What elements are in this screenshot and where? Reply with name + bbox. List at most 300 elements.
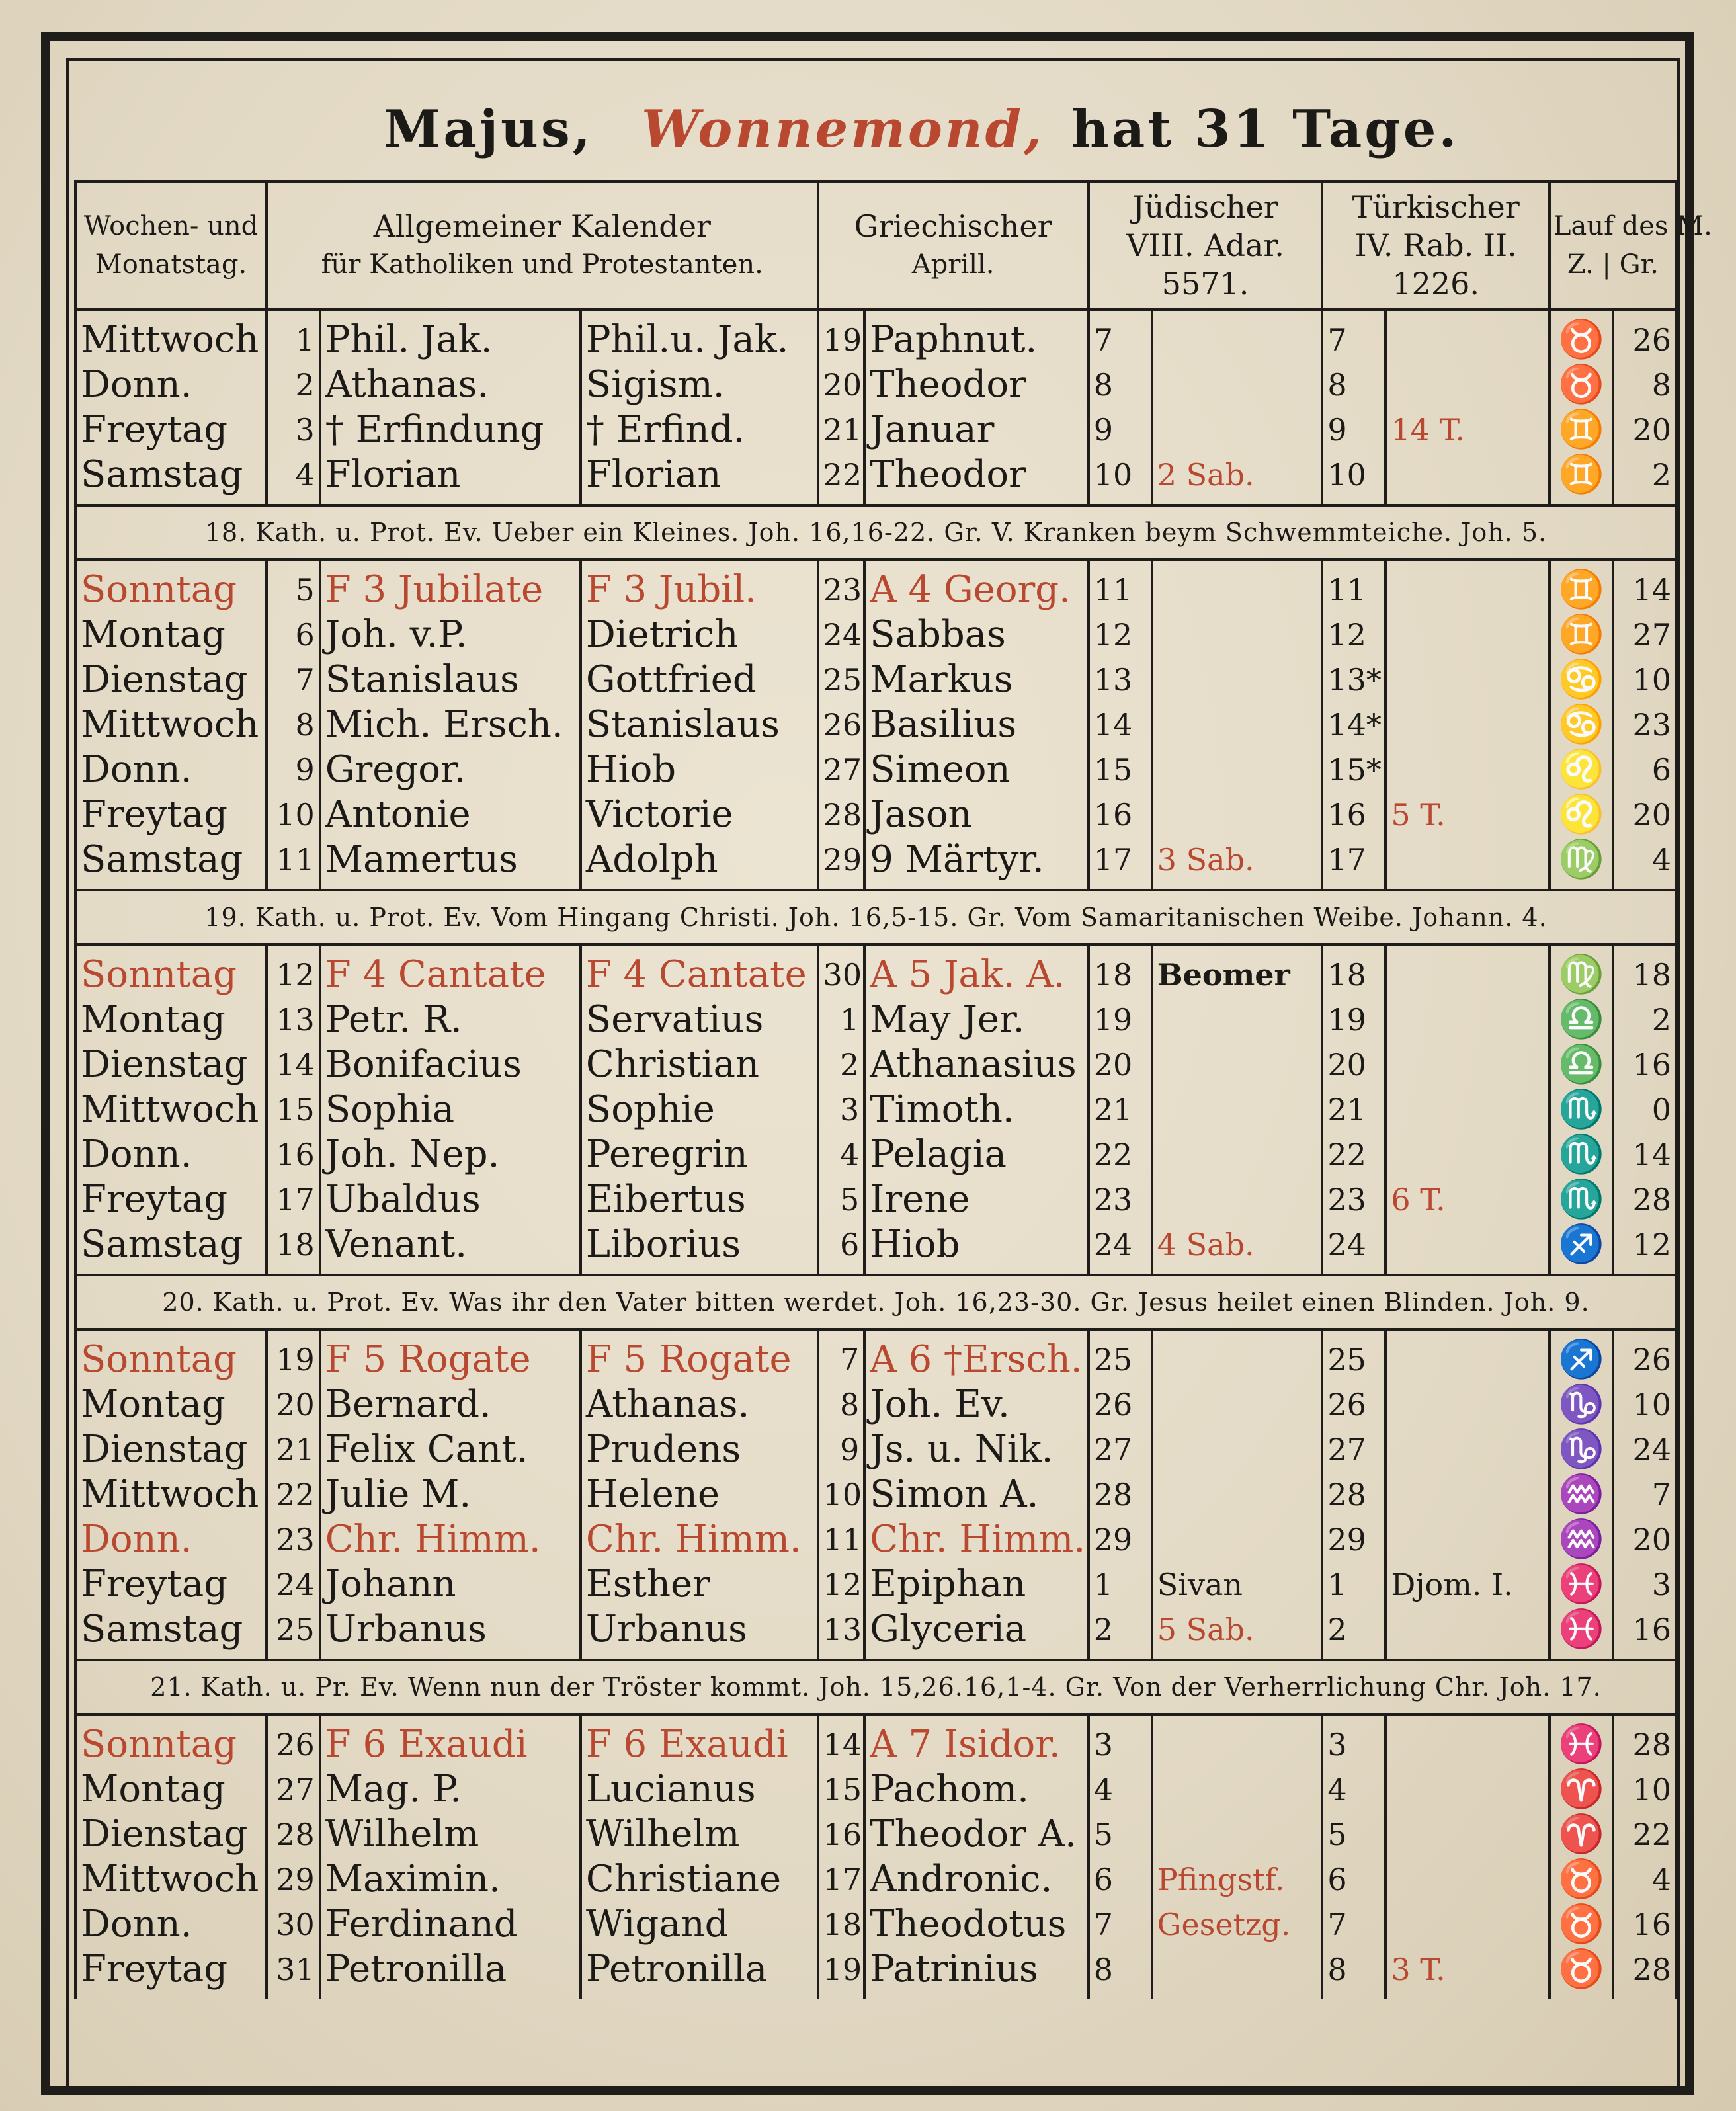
degree-cell: 10 bbox=[1613, 1382, 1676, 1427]
degree-cell: 28 bbox=[1613, 1177, 1676, 1222]
greek-day-cell: 6 bbox=[818, 1222, 865, 1275]
header-weekday: Wochen- und Monatstag. bbox=[75, 181, 267, 310]
weekday-cell: Donn. bbox=[75, 1132, 267, 1177]
header-greek bbox=[818, 181, 1089, 310]
weekday-cell: Samstag bbox=[75, 837, 267, 890]
zodiac-cell: ♉ bbox=[1550, 1947, 1613, 1999]
day-row bbox=[75, 310, 1676, 362]
jewish-day-cell: 20 bbox=[1089, 1042, 1152, 1087]
greek-day-cell: 29 bbox=[818, 837, 865, 890]
degree-cell: 28 bbox=[1613, 1714, 1676, 1767]
greek-saint-cell: Andronic. bbox=[864, 1857, 1089, 1902]
greek-day-cell: 19 bbox=[818, 310, 865, 362]
turkish-day-cell: 16 bbox=[1322, 792, 1385, 837]
degree-cell: 16 bbox=[1613, 1607, 1676, 1660]
weekday-cell: Freytag bbox=[75, 407, 267, 452]
turkish-day-cell: 7 bbox=[1322, 1902, 1385, 1947]
greek-saint-cell: May Jer. bbox=[864, 997, 1089, 1042]
day-number-cell: 28 bbox=[267, 1812, 320, 1857]
catholic-saint-cell: Bonifacius bbox=[320, 1042, 581, 1087]
day-row bbox=[75, 1767, 1676, 1812]
turkish-day-cell: 5 bbox=[1322, 1812, 1385, 1857]
degree-cell: 10 bbox=[1613, 1767, 1676, 1812]
degree-cell: 28 bbox=[1613, 1947, 1676, 1999]
catholic-saint-cell: F 6 Exaudi bbox=[320, 1714, 581, 1767]
jewish-day-cell: 5 bbox=[1089, 1812, 1152, 1857]
catholic-saint-cell: Stanislaus bbox=[320, 657, 581, 702]
zodiac-cell: ♑ bbox=[1550, 1427, 1613, 1472]
greek-day-cell: 27 bbox=[818, 747, 865, 792]
gospel-row bbox=[75, 505, 1676, 559]
greek-saint-cell: Jason bbox=[864, 792, 1089, 837]
header-row bbox=[75, 181, 1676, 310]
turkish-day-cell: 11 bbox=[1322, 559, 1385, 612]
greek-saint-cell: Pachom. bbox=[864, 1767, 1089, 1812]
jewish-note-cell bbox=[1152, 792, 1323, 837]
turkish-day-cell: 14* bbox=[1322, 702, 1385, 747]
jewish-note-cell bbox=[1152, 1767, 1323, 1812]
greek-saint-cell: Theodor A. bbox=[864, 1812, 1089, 1857]
degree-cell: 26 bbox=[1613, 310, 1676, 362]
greek-day-cell: 24 bbox=[818, 612, 865, 657]
greek-day-cell: 12 bbox=[818, 1562, 865, 1607]
greek-day-cell: 21 bbox=[818, 407, 865, 452]
jewish-note-cell bbox=[1152, 997, 1323, 1042]
turkish-day-cell: 9 bbox=[1322, 407, 1385, 452]
turkish-note-cell: 5 T. bbox=[1385, 792, 1550, 837]
jewish-note-cell bbox=[1152, 657, 1323, 702]
day-row bbox=[75, 1427, 1676, 1472]
header-jewish-title: Jüdischer bbox=[1132, 189, 1278, 225]
catholic-saint-cell: F 4 Cantate bbox=[320, 944, 581, 997]
gospel-row bbox=[75, 1275, 1676, 1329]
day-number-cell: 3 bbox=[267, 407, 320, 452]
turkish-note-cell bbox=[1385, 1714, 1550, 1767]
header-turkish-title: Türkischer bbox=[1352, 189, 1520, 225]
jewish-note-cell bbox=[1152, 1132, 1323, 1177]
turkish-day-cell: 17 bbox=[1322, 837, 1385, 890]
day-number-cell: 17 bbox=[267, 1177, 320, 1222]
day-row bbox=[75, 1329, 1676, 1382]
turkish-day-cell: 15* bbox=[1322, 747, 1385, 792]
jewish-note-cell: Gesetzg. bbox=[1152, 1902, 1323, 1947]
weekday-cell: Dienstag bbox=[75, 1427, 267, 1472]
greek-day-cell: 3 bbox=[818, 1087, 865, 1132]
greek-day-cell: 28 bbox=[818, 792, 865, 837]
protestant-saint-cell: Helene bbox=[581, 1472, 818, 1517]
protestant-saint-cell: Sophie bbox=[581, 1087, 818, 1132]
jewish-day-cell: 16 bbox=[1089, 792, 1152, 837]
catholic-saint-cell: Ubaldus bbox=[320, 1177, 581, 1222]
jewish-day-cell: 25 bbox=[1089, 1329, 1152, 1382]
degree-cell: 8 bbox=[1613, 362, 1676, 407]
turkish-day-cell: 7 bbox=[1322, 310, 1385, 362]
zodiac-cell: ♏ bbox=[1550, 1132, 1613, 1177]
weekday-cell: Freytag bbox=[75, 1947, 267, 1999]
jewish-day-cell: 2 bbox=[1089, 1607, 1152, 1660]
turkish-day-cell: 27 bbox=[1322, 1427, 1385, 1472]
day-number-cell: 18 bbox=[267, 1222, 320, 1275]
greek-saint-cell: A 7 Isidor. bbox=[864, 1714, 1089, 1767]
day-number-cell: 27 bbox=[267, 1767, 320, 1812]
turkish-note-cell bbox=[1385, 1222, 1550, 1275]
protestant-saint-cell: F 6 Exaudi bbox=[581, 1714, 818, 1767]
catholic-saint-cell: Ferdinand bbox=[320, 1902, 581, 1947]
zodiac-cell: ♌ bbox=[1550, 747, 1613, 792]
catholic-saint-cell: Petronilla bbox=[320, 1947, 581, 1999]
day-number-cell: 13 bbox=[267, 997, 320, 1042]
jewish-day-cell: 8 bbox=[1089, 1947, 1152, 1999]
zodiac-cell: ♌ bbox=[1550, 792, 1613, 837]
turkish-note-cell bbox=[1385, 1517, 1550, 1562]
greek-saint-cell: A 4 Georg. bbox=[864, 559, 1089, 612]
turkish-note-cell bbox=[1385, 612, 1550, 657]
catholic-saint-cell: Athanas. bbox=[320, 362, 581, 407]
jewish-day-cell: 4 bbox=[1089, 1767, 1152, 1812]
turkish-day-cell: 24 bbox=[1322, 1222, 1385, 1275]
header-moon: Lauf des M. Z. | Gr. bbox=[1550, 181, 1676, 310]
catholic-saint-cell: Johann bbox=[320, 1562, 581, 1607]
day-row bbox=[75, 1562, 1676, 1607]
catholic-saint-cell: F 5 Rogate bbox=[320, 1329, 581, 1382]
zodiac-cell: ♓ bbox=[1550, 1562, 1613, 1607]
jewish-day-cell: 7 bbox=[1089, 1902, 1152, 1947]
catholic-saint-cell: Julie M. bbox=[320, 1472, 581, 1517]
header-jewish bbox=[1089, 181, 1323, 310]
title-month-name: Wonnemond, bbox=[641, 99, 1045, 159]
protestant-saint-cell: Christiane bbox=[581, 1857, 818, 1902]
zodiac-cell: ♒ bbox=[1550, 1472, 1613, 1517]
jewish-note-cell bbox=[1152, 559, 1323, 612]
greek-saint-cell: Epiphan bbox=[864, 1562, 1089, 1607]
degree-cell: 7 bbox=[1613, 1472, 1676, 1517]
protestant-saint-cell: Eibertus bbox=[581, 1177, 818, 1222]
turkish-note-cell bbox=[1385, 1607, 1550, 1660]
greek-saint-cell: Paphnut. bbox=[864, 310, 1089, 362]
day-number-cell: 26 bbox=[267, 1714, 320, 1767]
weekday-cell: Donn. bbox=[75, 362, 267, 407]
zodiac-cell: ♊ bbox=[1550, 452, 1613, 505]
jewish-day-cell: 7 bbox=[1089, 310, 1152, 362]
greek-saint-cell: Theodotus bbox=[864, 1902, 1089, 1947]
gospel-text: 20. Kath. u. Prot. Ev. Was ihr den Vater bitten werdet. Joh. 16,23-30. Gr. Jesus heilet einen Blinden. Joh. 9. bbox=[75, 1275, 1676, 1329]
greek-day-cell: 26 bbox=[818, 702, 865, 747]
greek-saint-cell: Glyceria bbox=[864, 1607, 1089, 1660]
jewish-day-cell: 21 bbox=[1089, 1087, 1152, 1132]
jewish-day-cell: 28 bbox=[1089, 1472, 1152, 1517]
day-number-cell: 5 bbox=[267, 559, 320, 612]
weekday-cell: Montag bbox=[75, 1767, 267, 1812]
header-moon-gr: Gr. bbox=[1619, 249, 1659, 280]
gospel-text: 19. Kath. u. Prot. Ev. Vom Hingang Christi. Joh. 16,5-15. Gr. Vom Samaritanischen Weibe. Johann. 4. bbox=[75, 890, 1676, 944]
catholic-saint-cell: Chr. Himm. bbox=[320, 1517, 581, 1562]
degree-cell: 22 bbox=[1613, 1812, 1676, 1857]
zodiac-cell: ♊ bbox=[1550, 407, 1613, 452]
greek-saint-cell: Irene bbox=[864, 1177, 1089, 1222]
turkish-day-cell: 28 bbox=[1322, 1472, 1385, 1517]
turkish-note-cell bbox=[1385, 1812, 1550, 1857]
catholic-saint-cell: Antonie bbox=[320, 792, 581, 837]
jewish-day-cell: 12 bbox=[1089, 612, 1152, 657]
day-number-cell: 7 bbox=[267, 657, 320, 702]
day-row bbox=[75, 1714, 1676, 1767]
catholic-saint-cell: Joh. Nep. bbox=[320, 1132, 581, 1177]
day-row bbox=[75, 1947, 1676, 1999]
turkish-day-cell: 22 bbox=[1322, 1132, 1385, 1177]
greek-saint-cell: A 6 †Ersch. bbox=[864, 1329, 1089, 1382]
protestant-saint-cell: Hiob bbox=[581, 747, 818, 792]
greek-day-cell: 9 bbox=[818, 1427, 865, 1472]
day-row bbox=[75, 1472, 1676, 1517]
greek-day-cell: 10 bbox=[818, 1472, 865, 1517]
jewish-day-cell: 14 bbox=[1089, 702, 1152, 747]
catholic-saint-cell: Sophia bbox=[320, 1087, 581, 1132]
protestant-saint-cell: Dietrich bbox=[581, 612, 818, 657]
day-row bbox=[75, 1222, 1676, 1275]
day-number-cell: 6 bbox=[267, 612, 320, 657]
day-number-cell: 8 bbox=[267, 702, 320, 747]
gospel-text: 18. Kath. u. Prot. Ev. Ueber ein Kleines. Joh. 16,16-22. Gr. V. Kranken beym Schwemmteiche. Joh. 5. bbox=[75, 505, 1676, 559]
weekday-cell: Dienstag bbox=[75, 657, 267, 702]
day-row bbox=[75, 1177, 1676, 1222]
day-row bbox=[75, 997, 1676, 1042]
jewish-note-cell bbox=[1152, 1947, 1323, 1999]
zodiac-cell: ♒ bbox=[1550, 1517, 1613, 1562]
greek-day-cell: 7 bbox=[818, 1329, 865, 1382]
header-general-title: Allgemeiner Kalender bbox=[373, 208, 711, 244]
greek-day-cell: 23 bbox=[818, 559, 865, 612]
jewish-day-cell: 23 bbox=[1089, 1177, 1152, 1222]
jewish-day-cell: 11 bbox=[1089, 559, 1152, 612]
greek-saint-cell: Sabbas bbox=[864, 612, 1089, 657]
turkish-day-cell: 29 bbox=[1322, 1517, 1385, 1562]
catholic-saint-cell: Gregor. bbox=[320, 747, 581, 792]
turkish-day-cell: 23 bbox=[1322, 1177, 1385, 1222]
zodiac-cell: ♐ bbox=[1550, 1329, 1613, 1382]
turkish-day-cell: 6 bbox=[1322, 1857, 1385, 1902]
turkish-day-cell: 26 bbox=[1322, 1382, 1385, 1427]
jewish-day-cell: 26 bbox=[1089, 1382, 1152, 1427]
header-jewish-sub: VIII. Adar. bbox=[1126, 228, 1284, 263]
day-row bbox=[75, 559, 1676, 612]
degree-cell: 16 bbox=[1613, 1902, 1676, 1947]
jewish-note-cell bbox=[1152, 310, 1323, 362]
gospel-text: 21. Kath. u. Pr. Ev. Wenn nun der Tröster kommt. Joh. 15,26.16,1-4. Gr. Von der Verherrlichung Chr. Joh. 17. bbox=[75, 1660, 1676, 1714]
day-number-cell: 22 bbox=[267, 1472, 320, 1517]
day-number-cell: 19 bbox=[267, 1329, 320, 1382]
protestant-saint-cell: Peregrin bbox=[581, 1132, 818, 1177]
greek-day-cell: 16 bbox=[818, 1812, 865, 1857]
jewish-note-cell bbox=[1152, 1517, 1323, 1562]
day-row bbox=[75, 747, 1676, 792]
zodiac-cell: ♉ bbox=[1550, 1857, 1613, 1902]
day-number-cell: 16 bbox=[267, 1132, 320, 1177]
calendar-table bbox=[74, 180, 1712, 1999]
day-number-cell: 9 bbox=[267, 747, 320, 792]
greek-saint-cell: Basilius bbox=[864, 702, 1089, 747]
zodiac-cell: ♉ bbox=[1550, 1902, 1613, 1947]
protestant-saint-cell: Adolph bbox=[581, 837, 818, 890]
turkish-day-cell: 1 bbox=[1322, 1562, 1385, 1607]
day-number-cell: 25 bbox=[267, 1607, 320, 1660]
day-row bbox=[75, 657, 1676, 702]
weekday-cell: Mittwoch bbox=[75, 1857, 267, 1902]
turkish-note-cell bbox=[1385, 1857, 1550, 1902]
catholic-saint-cell: Bernard. bbox=[320, 1382, 581, 1427]
weekday-cell: Dienstag bbox=[75, 1812, 267, 1857]
weekday-cell: Sonntag bbox=[75, 944, 267, 997]
header-greek-sub: Aprill. bbox=[911, 249, 995, 280]
turkish-note-cell bbox=[1385, 657, 1550, 702]
weekday-cell: Montag bbox=[75, 1382, 267, 1427]
header-jewish-year: 5571. bbox=[1161, 266, 1249, 302]
turkish-note-cell bbox=[1385, 1042, 1550, 1087]
protestant-saint-cell: † Erfind. bbox=[581, 407, 818, 452]
zodiac-cell: ♏ bbox=[1550, 1177, 1613, 1222]
degree-cell: 18 bbox=[1613, 944, 1676, 997]
greek-saint-cell: A 5 Jak. A. bbox=[864, 944, 1089, 997]
jewish-day-cell: 3 bbox=[1089, 1714, 1152, 1767]
weekday-cell: Donn. bbox=[75, 1517, 267, 1562]
zodiac-cell: ♎ bbox=[1550, 997, 1613, 1042]
day-row bbox=[75, 1042, 1676, 1087]
day-row bbox=[75, 1382, 1676, 1427]
day-row bbox=[75, 702, 1676, 747]
greek-saint-cell: Pelagia bbox=[864, 1132, 1089, 1177]
protestant-saint-cell: Phil.u. Jak. bbox=[581, 310, 818, 362]
turkish-note-cell bbox=[1385, 362, 1550, 407]
protestant-saint-cell: F 4 Cantate bbox=[581, 944, 818, 997]
jewish-note-cell bbox=[1152, 1714, 1323, 1767]
day-number-cell: 14 bbox=[267, 1042, 320, 1087]
greek-saint-cell: Theodor bbox=[864, 452, 1089, 505]
degree-cell: 0 bbox=[1613, 1087, 1676, 1132]
zodiac-cell: ♎ bbox=[1550, 1042, 1613, 1087]
weekday-cell: Freytag bbox=[75, 1177, 267, 1222]
jewish-note-cell bbox=[1152, 362, 1323, 407]
jewish-note-cell: 3 Sab. bbox=[1152, 837, 1323, 890]
greek-day-cell: 25 bbox=[818, 657, 865, 702]
catholic-saint-cell: Joh. v.P. bbox=[320, 612, 581, 657]
degree-cell: 27 bbox=[1613, 612, 1676, 657]
jewish-note-cell bbox=[1152, 1472, 1323, 1517]
protestant-saint-cell: Florian bbox=[581, 452, 818, 505]
turkish-day-cell: 2 bbox=[1322, 1607, 1385, 1660]
day-number-cell: 30 bbox=[267, 1902, 320, 1947]
header-general bbox=[267, 181, 818, 310]
protestant-saint-cell: F 3 Jubil. bbox=[581, 559, 818, 612]
greek-saint-cell: Simeon bbox=[864, 747, 1089, 792]
greek-day-cell: 1 bbox=[818, 997, 865, 1042]
degree-cell: 23 bbox=[1613, 702, 1676, 747]
jewish-note-cell bbox=[1152, 612, 1323, 657]
jewish-day-cell: 8 bbox=[1089, 362, 1152, 407]
day-row bbox=[75, 1517, 1676, 1562]
degree-cell: 4 bbox=[1613, 837, 1676, 890]
protestant-saint-cell: Victorie bbox=[581, 792, 818, 837]
catholic-saint-cell: Wilhelm bbox=[320, 1812, 581, 1857]
jewish-note-cell: 4 Sab. bbox=[1152, 1222, 1323, 1275]
day-number-cell: 1 bbox=[267, 310, 320, 362]
day-number-cell: 20 bbox=[267, 1382, 320, 1427]
weekday-cell: Sonntag bbox=[75, 1714, 267, 1767]
weekday-cell: Freytag bbox=[75, 1562, 267, 1607]
jewish-note-cell: Beomer bbox=[1152, 944, 1323, 997]
day-row bbox=[75, 1132, 1676, 1177]
protestant-saint-cell: Sigism. bbox=[581, 362, 818, 407]
weekday-cell: Samstag bbox=[75, 452, 267, 505]
zodiac-cell: ♊ bbox=[1550, 559, 1613, 612]
header-turkish-sub: IV. Rab. II. bbox=[1354, 228, 1517, 263]
jewish-day-cell: 6 bbox=[1089, 1857, 1152, 1902]
zodiac-cell: ♈ bbox=[1550, 1767, 1613, 1812]
zodiac-cell: ♊ bbox=[1550, 612, 1613, 657]
jewish-note-cell bbox=[1152, 407, 1323, 452]
jewish-day-cell: 10 bbox=[1089, 452, 1152, 505]
zodiac-cell: ♋ bbox=[1550, 702, 1613, 747]
day-row bbox=[75, 1087, 1676, 1132]
greek-saint-cell: Markus bbox=[864, 657, 1089, 702]
jewish-note-cell bbox=[1152, 1812, 1323, 1857]
zodiac-cell: ♉ bbox=[1550, 362, 1613, 407]
turkish-note-cell: 6 T. bbox=[1385, 1177, 1550, 1222]
header-turkish bbox=[1322, 181, 1550, 310]
protestant-saint-cell: Christian bbox=[581, 1042, 818, 1087]
degree-cell: 20 bbox=[1613, 1517, 1676, 1562]
title-month: Majus, bbox=[384, 99, 593, 159]
greek-day-cell: 20 bbox=[818, 362, 865, 407]
weekday-cell: Montag bbox=[75, 612, 267, 657]
greek-day-cell: 30 bbox=[818, 944, 865, 997]
greek-saint-cell: Chr. Himm. bbox=[864, 1517, 1089, 1562]
weekday-cell: Freytag bbox=[75, 792, 267, 837]
greek-day-cell: 5 bbox=[818, 1177, 865, 1222]
catholic-saint-cell: † Erfindung bbox=[320, 407, 581, 452]
greek-saint-cell: Patrinius bbox=[864, 1947, 1089, 1999]
gospel-row bbox=[75, 890, 1676, 944]
turkish-day-cell: 13* bbox=[1322, 657, 1385, 702]
greek-day-cell: 13 bbox=[818, 1607, 865, 1660]
turkish-day-cell: 12 bbox=[1322, 612, 1385, 657]
protestant-saint-cell: Servatius bbox=[581, 997, 818, 1042]
protestant-saint-cell: Petronilla bbox=[581, 1947, 818, 1999]
day-row bbox=[75, 1857, 1676, 1902]
turkish-note-cell bbox=[1385, 1767, 1550, 1812]
protestant-saint-cell: F 5 Rogate bbox=[581, 1329, 818, 1382]
turkish-day-cell: 8 bbox=[1322, 1947, 1385, 1999]
jewish-note-cell: Sivan bbox=[1152, 1562, 1323, 1607]
degree-cell: 16 bbox=[1613, 1042, 1676, 1087]
degree-cell: 14 bbox=[1613, 1132, 1676, 1177]
turkish-note-cell bbox=[1385, 944, 1550, 997]
day-row bbox=[75, 612, 1676, 657]
catholic-saint-cell: Venant. bbox=[320, 1222, 581, 1275]
degree-cell: 3 bbox=[1613, 1562, 1676, 1607]
jewish-day-cell: 18 bbox=[1089, 944, 1152, 997]
turkish-day-cell: 8 bbox=[1322, 362, 1385, 407]
jewish-note-cell bbox=[1152, 1042, 1323, 1087]
paper-wear bbox=[1531, 53, 1716, 79]
greek-saint-cell: Simon A. bbox=[864, 1472, 1089, 1517]
jewish-note-cell bbox=[1152, 1087, 1323, 1132]
catholic-saint-cell: Felix Cant. bbox=[320, 1427, 581, 1472]
jewish-note-cell: 2 Sab. bbox=[1152, 452, 1323, 505]
greek-saint-cell: Hiob bbox=[864, 1222, 1089, 1275]
turkish-note-cell bbox=[1385, 837, 1550, 890]
day-number-cell: 23 bbox=[267, 1517, 320, 1562]
protestant-saint-cell: Stanislaus bbox=[581, 702, 818, 747]
turkish-note-cell bbox=[1385, 1382, 1550, 1427]
